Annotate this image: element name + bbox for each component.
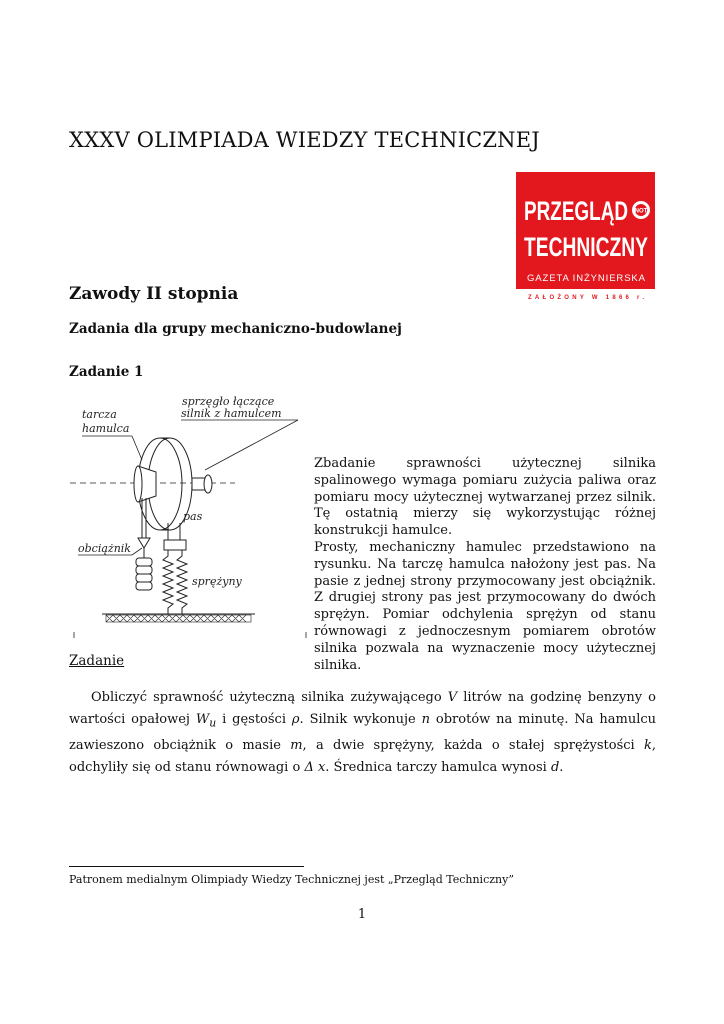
- task-text-part: , odchyliły się od stanu równowagi o: [69, 737, 656, 775]
- label-disc: tarcza: [82, 408, 117, 421]
- logo-line2: TECHNICZNY: [524, 232, 648, 262]
- task1-heading: Zadanie 1: [69, 364, 144, 380]
- symbol-k: k: [643, 737, 652, 753]
- ground: [102, 614, 255, 622]
- symbol-d: d: [550, 759, 560, 775]
- task-text-part: obrotów na minutę. Na hamulcu zawieszono obciążnik o masie: [69, 712, 657, 753]
- logo-line1: PRZEGLĄD: [524, 196, 628, 226]
- symbol-v: V: [447, 690, 458, 705]
- footnote-divider: [69, 866, 304, 867]
- task-text-part: . Silnik wykonuje: [299, 712, 422, 727]
- symbol-delta-x: Δ x: [304, 759, 326, 775]
- label-load: obciążnik: [78, 542, 131, 555]
- stage-heading: Zawody II stopnia: [69, 284, 239, 304]
- logo-line3: GAZETA INŻYNIERSKA: [527, 273, 645, 284]
- task-text-part: , a dwie sprężyny, każda o stałej sprężystości: [302, 737, 644, 753]
- brake-diagram: [60, 388, 310, 638]
- task-text-part: . Średnica tarczy hamulca wynosi: [325, 759, 551, 775]
- page-number: 1: [357, 907, 367, 922]
- symbol-w-subscript: u: [209, 716, 217, 730]
- coupling: [192, 475, 212, 493]
- logo-line4: ZAŁOŻONY W 1866 r.: [528, 295, 644, 301]
- description-paragraph-1: Zbadanie sprawności użytecznej silnika spalinowego wymaga pomiaru zużycia paliwa oraz pomiaru mocy użytecznej wytwarzanej przez silnik. Tę ostatnią mierzy się wykorzystując różnej konstrukcji hamulce.: [314, 456, 656, 539]
- footnote: Patronem medialnym Olimpiady Wiedzy Technicznej jest „Przegląd Techniczny”: [69, 873, 514, 886]
- coupling-leader: [205, 420, 298, 470]
- label-disc2: hamulca: [82, 422, 130, 435]
- symbol-w: W: [195, 712, 210, 727]
- task-heading: Zadanie: [69, 653, 125, 669]
- symbol-n: n: [421, 712, 431, 727]
- symbol-rho: ρ: [291, 712, 300, 727]
- label-coupling: sprzęgło łączące: [182, 395, 275, 408]
- problem-description: [314, 456, 656, 674]
- group-heading: Zadania dla grupy mechaniczno-budowlanej: [69, 321, 402, 337]
- logo-background: [516, 172, 655, 289]
- task-text-part: Obliczyć sprawność użyteczną silnika zużywającego: [91, 690, 448, 705]
- symbol-m: m: [290, 737, 303, 753]
- document-title: XXXV OLIMPIADA WIEDZY TECHNICZNEJ: [69, 128, 540, 152]
- logo-gear-badge: [632, 201, 650, 219]
- springs: [163, 550, 187, 614]
- task-text-part: .: [559, 759, 564, 775]
- label-engine: silnik z hamulcem: [181, 407, 282, 420]
- spring-plate: [164, 540, 186, 550]
- label-belt: pas: [183, 510, 203, 523]
- task-text-part: litrów na godzinę benzyny o wartości opałowej: [69, 690, 656, 727]
- przeglad-techniczny-logo: [516, 172, 655, 302]
- task-text: [69, 687, 656, 779]
- task-text-part: i gęstości: [216, 712, 292, 727]
- label-springs: sprężyny: [192, 575, 242, 588]
- load-weight: [136, 538, 152, 590]
- description-paragraph-2: Prosty, mechaniczny hamulec przedstawiono na rysunku. Na tarczę hamulca nałożony jest pas. Na pasie z jednej strony przymocowany jest obciążnik. Z drugiej strony pas jest przymocowany do dwóch sprężyn. Pomiar odchylenia sprężyn od stanu równowagi z jednoczesnym pomiarem obrotów silnika pozwala na wyznaczenie mocy użytecznej silnika.: [314, 539, 656, 673]
- figure-corners: [74, 632, 306, 638]
- logo-badge-text: NOT: [634, 208, 648, 215]
